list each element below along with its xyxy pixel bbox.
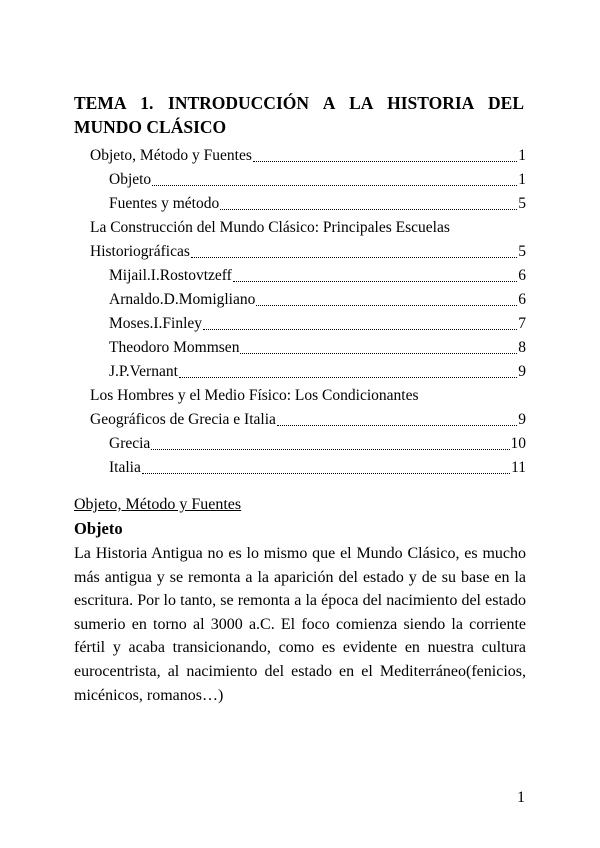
toc-entry-page: 1 [518,171,526,188]
toc-entry-label: Moses.I.Finley [109,315,202,332]
title-line-2: MUNDO CLÁSICO [74,117,227,137]
document-title [74,91,524,139]
toc-leader-dots [253,161,517,162]
section-heading: Objeto, Método y Fuentes [74,496,242,513]
title-line-1: TEMA 1. INTRODUCCIÓN A LA HISTORIA DEL [74,93,524,113]
page-number: 1 [517,789,525,806]
toc-entry-label: J.P.Vernant [109,363,178,380]
toc-entry-page: 7 [518,315,526,332]
toc-entry[interactable] [90,408,526,432]
sub-heading: Objeto [74,519,123,538]
toc-entry[interactable] [109,168,526,192]
toc-entry-label: Mijail.I.Rostovtzeff [109,267,232,284]
toc-leader-dots [179,377,517,378]
toc-entry-page: 10 [510,435,526,452]
toc-entry-page: 11 [511,459,526,476]
toc-leader-dots [203,329,517,330]
toc-entry-label: Theodoro Mommsen [109,339,240,356]
body-paragraph: La Historia Antigua no es lo mismo que el Mundo Clásico, es mucho más antigua y se remonta a la aparición del estado y de su base en la escritura. Por lo tanto, se remonta a la época del nacimiento del estado sumerio en torno al 3000 a.C. El foco comienza siendo la corriente fértil y acaba transicionando, como es evidente en nuestra cultura eurocentrista, al nacimiento del estado en el Mediterráneo(fenicios, micénicos, romanos…) [74,545,526,704]
toc-leader-dots [191,257,517,258]
toc-entry[interactable] [109,288,526,312]
toc-entry-page: 5 [518,195,526,212]
toc-entry[interactable] [109,264,526,288]
toc-entry-page: 6 [518,267,526,284]
toc-leader-dots [152,185,517,186]
toc-leader-dots [256,305,517,306]
toc-entry[interactable] [90,144,526,168]
toc-leader-dots [142,473,510,474]
toc-leader-dots [220,209,517,210]
toc-leader-dots [233,281,517,282]
toc-entry[interactable] [109,336,526,360]
toc-entry-label: Italia [109,459,141,476]
toc-entry-first-line[interactable]: Los Hombres y el Medio Físico: Los Condicionantes [90,387,419,404]
toc-entry[interactable] [109,312,526,336]
toc-entry[interactable] [90,240,526,264]
toc-entry-label: Fuentes y método [109,195,220,212]
toc-leader-dots [151,449,509,450]
toc-entry-label: Objeto [109,171,152,188]
toc-entry-page: 1 [518,147,526,164]
toc-entry-label: Historiográficas [90,243,190,260]
toc-entry[interactable] [109,432,526,456]
toc-entry[interactable] [109,360,526,384]
toc-entry[interactable] [109,456,526,480]
toc-entry-page: 6 [518,291,526,308]
toc-entry-page: 5 [518,243,526,260]
toc-leader-dots [277,425,517,426]
toc-entry-page: 9 [518,363,526,380]
toc-entry-page: 8 [518,339,526,356]
toc-entry[interactable] [109,192,526,216]
toc-leader-dots [240,353,517,354]
toc-entry-label: Objeto, Método y Fuentes [90,147,252,164]
toc-entry-label: Grecia [109,435,151,452]
toc-entry-label: Geográficos de Grecia e Italia [90,411,276,428]
toc-entry-label: Arnaldo.D.Momigliano [109,291,256,308]
toc-entry-page: 9 [518,411,526,428]
toc-entry-first-line[interactable]: La Construcción del Mundo Clásico: Principales Escuelas [90,219,450,236]
